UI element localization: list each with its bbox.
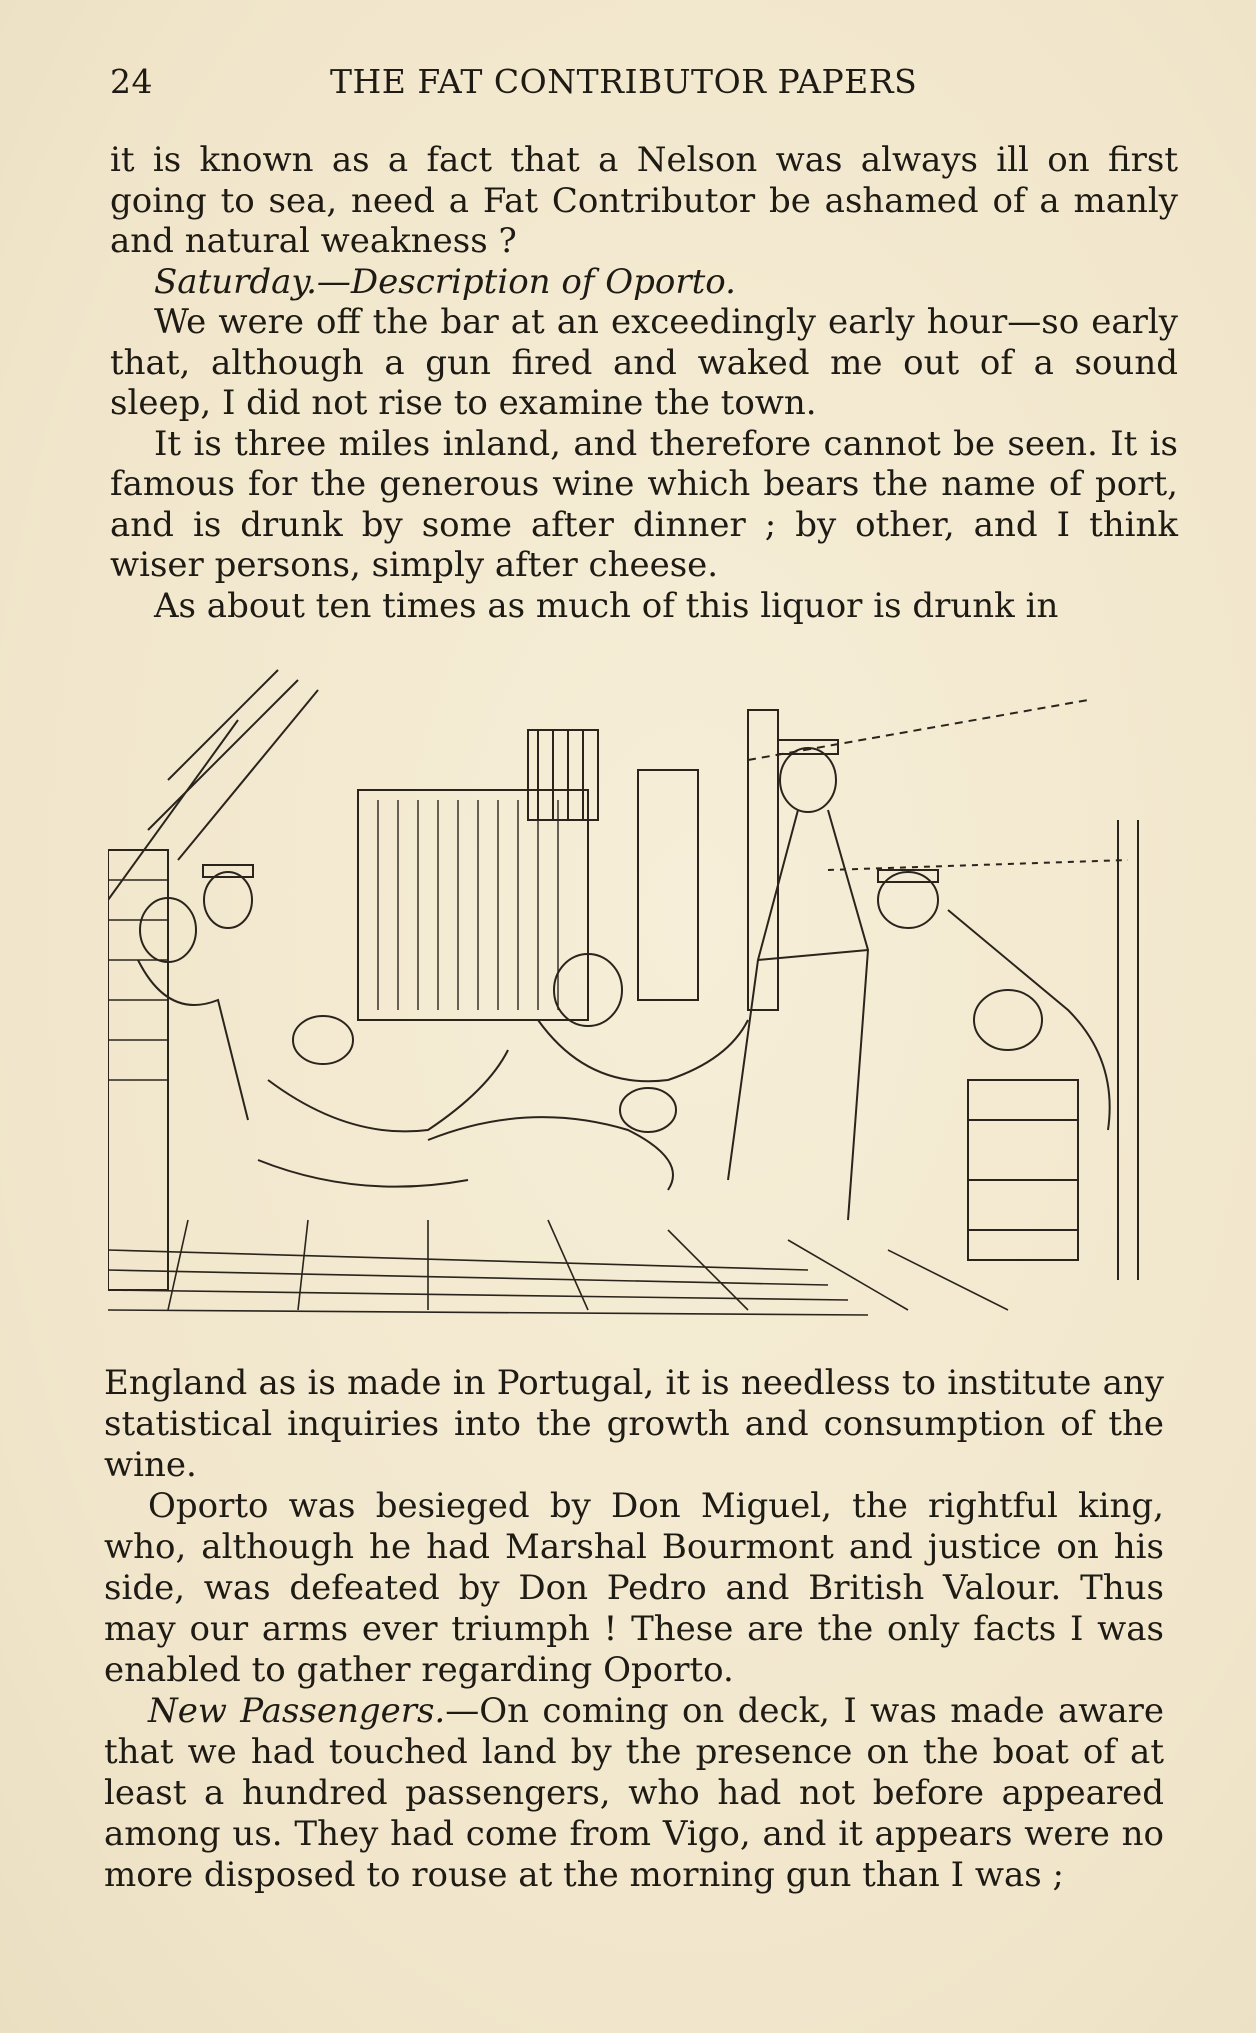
illustration-deck-scene xyxy=(108,660,1168,1320)
engraving-icon xyxy=(108,660,1168,1320)
paragraph-besieged: Oporto was besieged by Don Miguel, the rightful king, who, although he had Marshal Bourmont and justice on his side, was defeated by Don Pedro and British Valour. Thus may our arms ever triumph ! These are the only facts I was enabled to gather regarding Oporto. xyxy=(104,1486,1164,1690)
paragraph-bar: We were off the bar at an exceedingly early hour—so early that, although a gun fired and waked me out of a sound sleep, I did not rise to examine the town. xyxy=(110,302,1178,423)
new-passengers-heading: New Passengers. xyxy=(148,1691,446,1731)
text-block-bottom xyxy=(104,1363,1164,1896)
new-passengers-text: —On coming on deck, I was made aware that we had touched land by the presence on the boat of at least a hundred passengers, who had not before appeared among us. They had come from Vigo, and it appears were no more disposed to rouse at the morning gun than I was ; xyxy=(104,1691,1164,1895)
page-number: 24 xyxy=(110,62,153,101)
paragraph-inland: It is three miles inland, and therefore cannot be seen. It is famous for the generous wine which bears the name of port, and is drunk by some after dinner ; by other, and I think wiser persons, simply after cheese. xyxy=(110,423,1178,585)
paragraph-england: England as is made in Portugal, it is needless to institute any statistical inquiries into the growth and consumption of the wine. xyxy=(104,1363,1164,1485)
running-title: THE FAT CONTRIBUTOR PAPERS xyxy=(330,62,918,101)
running-head xyxy=(110,62,1180,106)
paragraph-nelson: it is known as a fact that a Nelson was always ill on first going to sea, need a Fat Contributor be ashamed of a manly and natural weakness ? xyxy=(110,140,1178,261)
paragraph-liquor: As about ten times as much of this liquor is drunk in xyxy=(154,585,1059,626)
section-heading-oporto: Saturday.—Description of Oporto. xyxy=(154,261,736,302)
text-block-top xyxy=(110,140,1178,626)
paragraph-new-passengers xyxy=(104,1691,1164,1896)
